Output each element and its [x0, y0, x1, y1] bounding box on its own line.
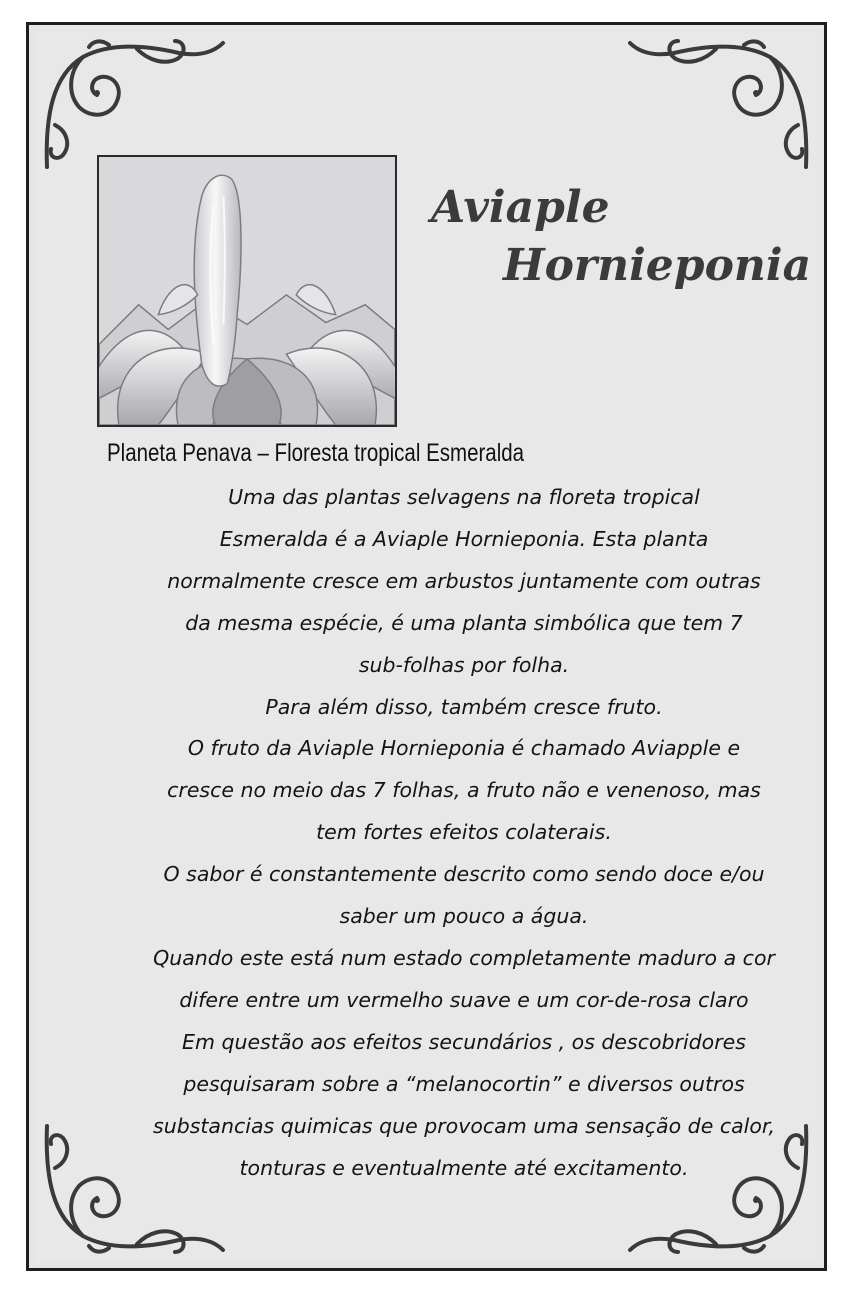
description-line: saber um pouco a água. [339, 904, 589, 929]
info-card [26, 22, 827, 1271]
description-line: Em questão aos efeitos secundários , os descobridores [182, 1029, 746, 1054]
description-line: tem fortes efeitos colaterais. [316, 820, 612, 845]
plant-title [409, 182, 848, 292]
description-line: da mesma espécie, é uma planta simbólica que tem 7 [185, 610, 743, 635]
description-line: O sabor é constantemente descrito como sendo doce e/ou [163, 862, 765, 887]
title-line-1: Aviaple [431, 182, 610, 233]
description-line: Para além disso, também cresce fruto. [265, 694, 663, 719]
description-line: cresce no meio das 7 folhas, a fruto não e venenoso, mas [167, 778, 761, 803]
description-line: difere entre um vermelho suave e um cor-de-rosa claro [179, 987, 749, 1012]
location-heading: Planeta Penava – Floresta tropical Esmeralda [107, 439, 525, 467]
description-line: O fruto da Aviaple Hornieponia é chamado Aviapple e [187, 736, 741, 761]
description-line: Uma das plantas selvagens na floreta tropical [228, 485, 700, 509]
description-line: pesquisaram sobre a “melanocortin” e diversos outros [183, 1071, 745, 1096]
title-line-2: Hornieponia [503, 240, 812, 292]
swirl-ornament-icon [624, 35, 814, 175]
description-line: normalmente cresce em arbustos juntamente com outras [167, 568, 761, 593]
plant-illustration-icon [99, 157, 395, 425]
description-line: Esmeralda é a Aviaple Hornieponia. Esta planta [219, 526, 709, 551]
plant-illustration [97, 155, 397, 427]
description-line: Quando este está num estado completamente maduro a cor [153, 945, 775, 970]
description-line: substancias quimicas que provocam uma sensação de calor, [153, 1113, 775, 1138]
description-text [69, 477, 848, 1189]
corner-ornament-top-left [39, 35, 229, 175]
swirl-ornament-icon [39, 35, 229, 175]
corner-ornament-top-right [624, 35, 814, 175]
description-line: tonturas e eventualmente até excitamento. [239, 1155, 689, 1180]
description-line: sub-folhas por folha. [358, 652, 570, 677]
